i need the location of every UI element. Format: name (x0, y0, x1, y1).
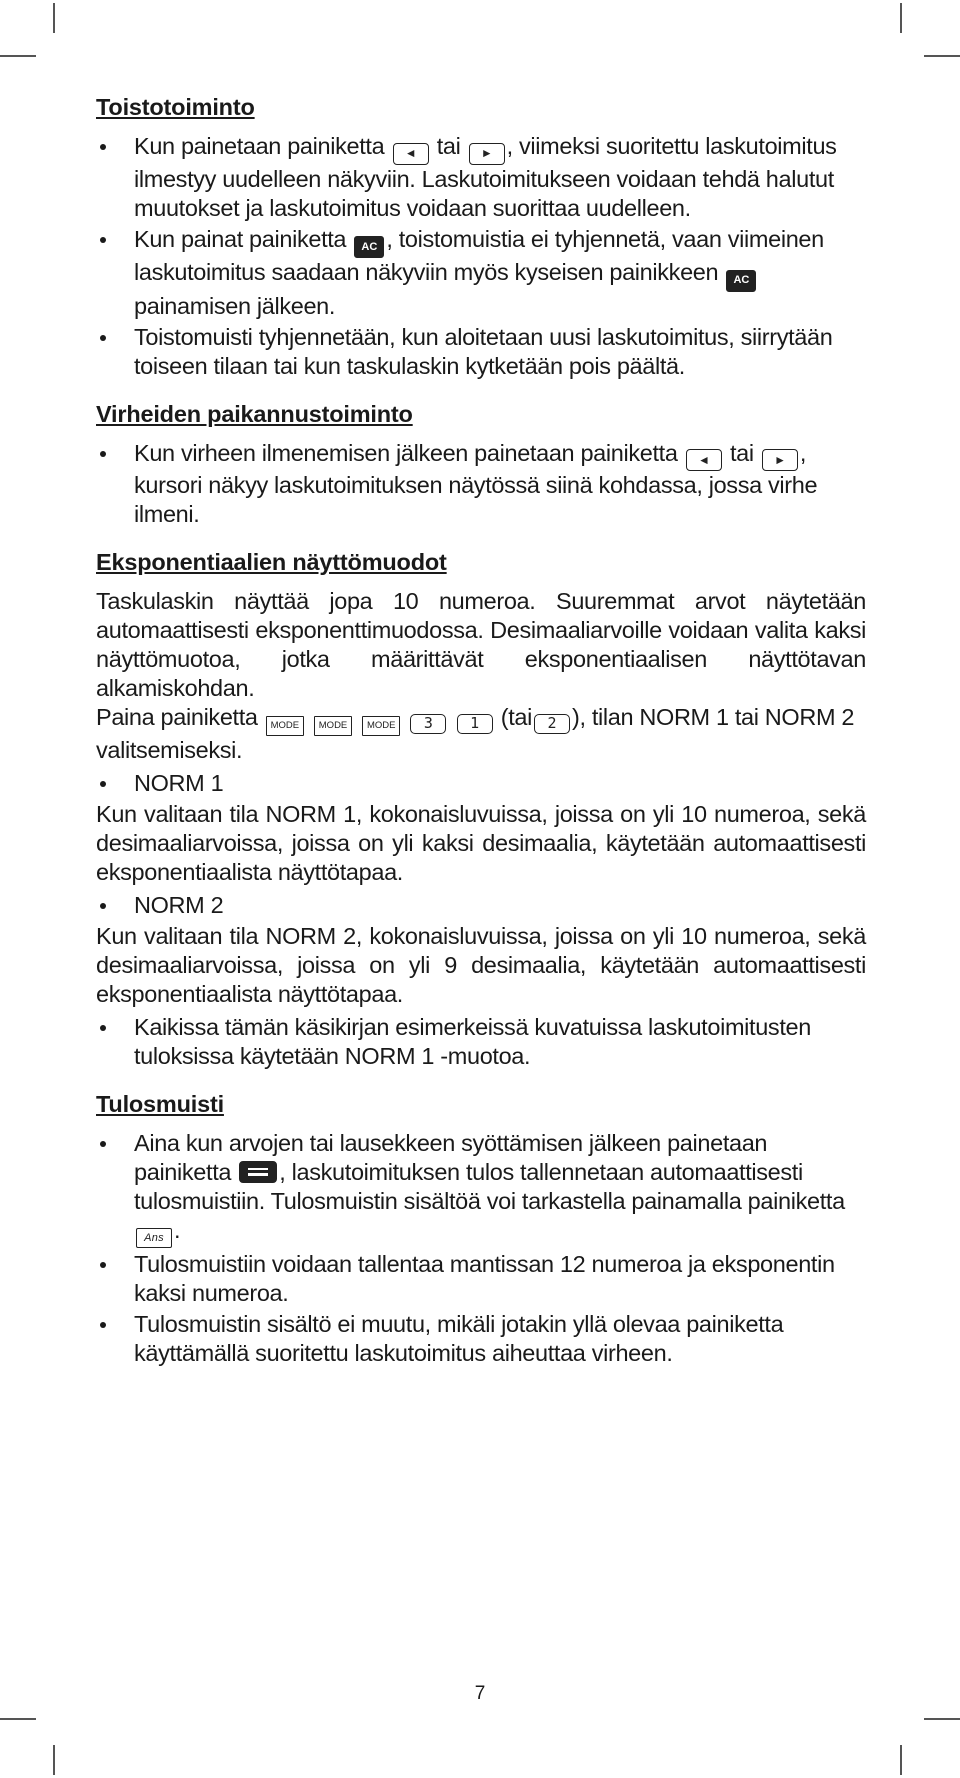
section-virheiden-paikannus (96, 399, 866, 530)
crop-mark (0, 55, 36, 57)
equals-key-icon (239, 1161, 277, 1183)
key-3-icon: 3 (410, 714, 446, 734)
section-title: Toistotoiminto (96, 94, 255, 120)
text: (tai (500, 704, 533, 730)
section-toistotoiminto (96, 92, 866, 381)
section-eksponentiaalien-nayttomuodot (96, 547, 866, 1071)
list-item (96, 225, 866, 321)
ac-key-icon: AC (726, 270, 756, 292)
left-arrow-key-icon: ◄ (686, 449, 722, 471)
text: , kursori näkyy laskutoimituksen näytössä siinä kohdassa, jossa virhe ilmeni. (134, 439, 818, 527)
list-item (96, 132, 866, 223)
right-arrow-key-icon: ► (469, 143, 505, 165)
paragraph: Taskulaskin näyttää jopa 10 numeroa. Suuremmat arvot näytetään automaattisesti eksponenttimuodossa. Desimaaliarvoille voidaan valita kaksi näyttömuotoa, jotka määrittävät eksponentiaalisen näyttötavan alkamiskohdan. (96, 588, 866, 701)
list-item: Tulosmuistiin voidaan tallentaa mantissan 12 numeroa ja eksponentin kaksi numeroa. (96, 1250, 866, 1308)
bullet-list (96, 769, 866, 798)
text: , toistomuistia ei tyhjennetä, vaan viimeinen laskutoimitus saadaan näkyviin myös kyseisen painikkeen (134, 225, 824, 285)
section-tulosmuisti (96, 1089, 866, 1369)
mode-key-icon: MODE (362, 716, 400, 736)
text: Kun painetaan painiketta (134, 133, 385, 159)
text: Kun painat painiketta (134, 225, 347, 252)
crop-mark (924, 55, 960, 57)
text: ), tilan NORM 1 tai NORM 2 valitsemiseksi. (96, 704, 855, 763)
page-number: 7 (474, 1683, 486, 1704)
crop-mark (900, 3, 902, 33)
paragraph (96, 703, 866, 765)
list-item (96, 439, 866, 530)
text: , viimeksi suoritettu laskutoimitus ilmestyy uudelleen näkyviin. Laskutoimitukseen voidaan tehdä halutut muutokset ja laskutoimitus voidaan suorittaa uudelleen. (134, 133, 837, 221)
crop-mark (53, 3, 55, 33)
list-item: NORM 1 (96, 769, 866, 798)
text: tai (436, 133, 461, 159)
key-1-icon: 1 (457, 714, 493, 734)
list-item: Tulosmuistin sisältö ei muutu, mikäli jotakin yllä olevaa painiketta käyttämällä suoritettu laskutoimitus aiheuttaa virheen. (96, 1310, 866, 1368)
bullet-list (96, 1129, 866, 1369)
text: painamisen jälkeen. (134, 292, 336, 319)
right-arrow-key-icon: ► (762, 449, 798, 471)
bullet-list (96, 891, 866, 920)
list-item: NORM 2 (96, 891, 866, 920)
crop-mark (53, 1745, 55, 1775)
text: Paina painiketta (96, 704, 258, 730)
ac-key-icon: AC (354, 236, 384, 258)
mode-key-icon: MODE (266, 716, 304, 736)
crop-mark (900, 1745, 902, 1775)
text: , laskutoimituksen tulos tallennetaan automaattisesti tulosmuistiin. Tulosmuistin sisältöä voi tarkastella painamalla painiketta (134, 1158, 845, 1214)
manual-page-content (96, 92, 866, 1386)
list-item: Kaikissa tämän käsikirjan esimerkeissä kuvatuissa laskutoimitusten tuloksissa käytetään NORM 1 -muotoa. (96, 1013, 866, 1071)
key-2-icon: 2 (534, 714, 570, 734)
text: Kun virheen ilmenemisen jälkeen painetaan painiketta (134, 439, 678, 466)
text: . (174, 1216, 181, 1243)
list-item (96, 1129, 866, 1249)
crop-mark (0, 1718, 36, 1720)
left-arrow-key-icon: ◄ (393, 143, 429, 165)
list-item (96, 323, 866, 381)
section-title: Eksponentiaalien näyttömuodot (96, 549, 447, 575)
paragraph: Kun valitaan tila NORM 2, kokonaisluvuissa, joissa on yli 10 numeroa, sekä desimaaliarvoissa, joissa on yli 9 desimaalia, käytetään automaattisesti eksponentiaalista näyttötapaa. (96, 922, 866, 1007)
section-title: Virheiden paikannustoiminto (96, 400, 413, 427)
text: Toistomuisti tyhjennetään, kun aloitetaan uusi laskutoimitus, siirrytään toiseen tilaan tai kun taskulaskin kytketään pois päältä. (134, 323, 833, 379)
mode-key-icon: MODE (314, 716, 352, 736)
paragraph: Kun valitaan tila NORM 1, kokonaisluvuissa, joissa on yli 10 numeroa, sekä desimaaliarvoissa, joissa on yli kaksi desimaalia, käytetään automaattisesti eksponentiaalista näyttötapaa. (96, 800, 866, 885)
bullet-list (96, 439, 866, 530)
bullet-list (96, 1013, 866, 1071)
ans-key-icon: Ans (136, 1228, 172, 1248)
section-title: Tulosmuisti (96, 1090, 224, 1117)
text: tai (729, 439, 754, 466)
crop-mark (924, 1718, 960, 1720)
text: Aina kun arvojen tai lausekkeen syöttämisen jälkeen painetaan painiketta (134, 1129, 768, 1185)
bullet-list (96, 132, 866, 381)
